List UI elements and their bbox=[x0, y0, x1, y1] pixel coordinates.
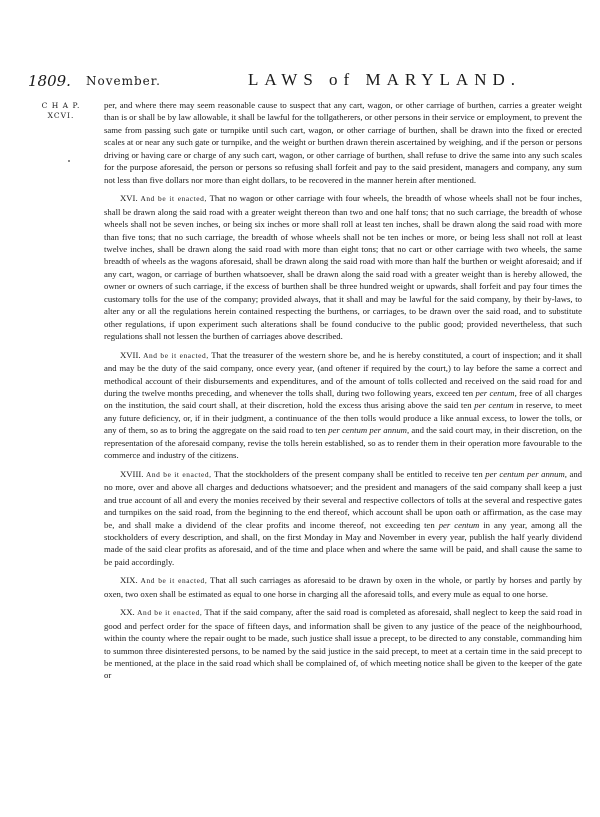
section-text: , and no more, over and above all charges and deductions whatsoever; and the president and managers of the said company shall keep a just and true account of all and every the monies received by their several and respective collectors of tolls at the several and respective gates and turnpikes on the said road, from the beginning to the end thereof, which account shall be upon oath or affirmation, as the case may be, and shall make a dividend of the clear profits and income thereof, not exceeding ten bbox=[104, 468, 583, 530]
enacting-clause: And be it enacted, bbox=[145, 469, 212, 479]
enacting-clause: And be it enacted, bbox=[143, 350, 209, 360]
enacting-clause: And be it enacted, bbox=[137, 608, 203, 618]
section-text: That the stockholders of the present company shall be entitled to receive ten bbox=[214, 468, 486, 479]
running-title: LAWS of MARYLAND. bbox=[248, 70, 521, 89]
latin-phrase: per centum bbox=[438, 519, 480, 530]
section-xvii bbox=[104, 349, 582, 462]
month: November. bbox=[86, 74, 161, 88]
latin-phrase: per centum per annum bbox=[328, 425, 407, 436]
page-header bbox=[28, 72, 584, 96]
section-text: , and the said court may, in their discretion, on the representation of the aforesaid company, revise the tolls herein established, so as to render them in their operation more favourable to the commerce and industry of the citizens. bbox=[104, 425, 582, 461]
section-number: XIX. bbox=[120, 575, 138, 586]
section-text: That the treasurer of the western shore be, and he is hereby constituted, a court of inspection; and it shall and may be the duty of the said company, once every year, (and oftener if required by the court,) to lay before the same a correct and methodical account of their disbursements and expenditures, and of the amount of tolls collected and received on the said road for and during the twelve months preceding, and whenever the tolls shall, during two following years, exceed ten bbox=[104, 349, 583, 398]
chap-number: XCVI. bbox=[47, 111, 75, 120]
latin-phrase: per centum bbox=[475, 387, 515, 398]
section-text: That no wagon or other carriage with four wheels, the breadth of whose wheels shall not be four inches, shall be drawn along the said road with a greater weight thereon than two and one half tons; that no such carriage, the breadth of whose wheels shall not be seven inches, or being six inches or more shall roll at least ten inches, shall be drawn along the said road with more than five tons; that no such carriage, the breadth of whose wheels shall not be ten inches or more, or being less shall not roll at least twelve inches, shall be drawn along the said road with more than eight tons; that no cart or other carriage with two wheels, the same breadth of wheels as the wagons aforesaid, shall be drawn along the said road with more than half the burthen or weight aforesaid; and if any cart, wagon, or carriage of burthen whatsoever, shall be drawn along the said road with a greater weight than is hereby allowed, the owner or owners of such carriage, if the excess of burthen shall be three hundred weight or upwards, shall forfeit and pay four times the customary tolls for the use of the company; provided always, that it shall and may be lawful for the said company, by their by-laws, to alter any or all the regulations herein contained respecting the burthens, or carriages, to be drawn over the said road, and to substitute other regulations, if upon experiment such alterations shall be found conducive to the public good; provided nevertheless, that such regulations shall not lessen the burthen of carriages above described. bbox=[104, 193, 582, 342]
continuation-paragraph: per, and where there may seem reasonable cause to suspect that any cart, wagon, or other carriage of burthen, carries a greater weight than is or shall be by law allowable, it shall be lawful for the tollgatherers, or other persons in their service or employment, to prevent the same from passing such gate or turnpike until such cart, wagon, or other carriage of burthen, shall be drawn into the fixed or erected scales at or near any such gate or turnpike, and the weight or burthen drawn therein ascertained by weighing, and if the person or persons driving or having care or charge of any such cart, wagon, or other carriage of burthen, shall refuse to drive the same into any such scales for the purpose aforesaid, the person or persons so refusing shall forfeit and pay to the said president, managers and company, any sum not less than five dollars nor more than eight dollars, to be recovered in the manner herein after mentioned. bbox=[104, 100, 582, 185]
section-text: That if the said company, after the said road is completed as aforesaid, shall neglect to keep the said road in good and perfect order for the space of fifteen days, and information shall be given to any justice of the peace of the neighbourhood, within the county where the repair ought to be made, such justice shall issue a precept, to be directed to any constable, commanding him to summon three disinterested persons, to be named by the said justice in the said precept, to meet at a certain time in the said precept to be mentioned, at the place in the said road which shall be complained of, of which meeting notice shall be given to the keeper of the gate or bbox=[104, 607, 583, 681]
document-body bbox=[104, 99, 582, 688]
section-number: XX. bbox=[120, 607, 135, 618]
year: 1809. bbox=[28, 72, 71, 90]
section-text: in any year, among all the stockholders of every description, and shall, on the first Monday in May and November in every year, publish the half yearly dividend made of the said clear profits as aforesaid, and of the time and place when and where the same will be paid, and shall cause the same to be paid accordingly. bbox=[104, 519, 582, 567]
margin-speck bbox=[68, 160, 70, 162]
latin-phrase: per centum per annum bbox=[485, 468, 565, 479]
chap-label: C H A P. bbox=[41, 101, 81, 110]
section-number: XVII. bbox=[120, 349, 141, 360]
section-xx bbox=[104, 606, 582, 682]
enacting-clause: And be it enacted, bbox=[140, 576, 208, 586]
section-xix bbox=[104, 574, 582, 600]
section-xvi bbox=[104, 192, 582, 342]
section-number: XVIII. bbox=[120, 468, 144, 479]
section-number: XVI. bbox=[120, 193, 138, 204]
section-text: That all such carriages as aforesaid to be drawn by oxen in the whole, or partly by horses and partly by oxen, two oxen shall be estimated as equal to one horse in charging all the aforesaid tolls, and every mule as equal to one horse. bbox=[104, 575, 582, 599]
chapter-margin-note bbox=[30, 101, 92, 121]
section-text: , free of all charges on the institution, the said court shall, at their discretion, hold the excess thus arising above the said ten bbox=[104, 387, 582, 411]
section-text: in reserve, to meet any future deficiency, or, if in their judgment, a continuance of the then tolls would produce a like annual excess, to lower the tolls, or any of them, so as to bring the aggregate on the said road to ten bbox=[104, 400, 582, 436]
latin-phrase: per centum bbox=[474, 400, 514, 411]
enacting-clause: And be it enacted, bbox=[140, 194, 207, 204]
section-xviii bbox=[104, 468, 582, 569]
